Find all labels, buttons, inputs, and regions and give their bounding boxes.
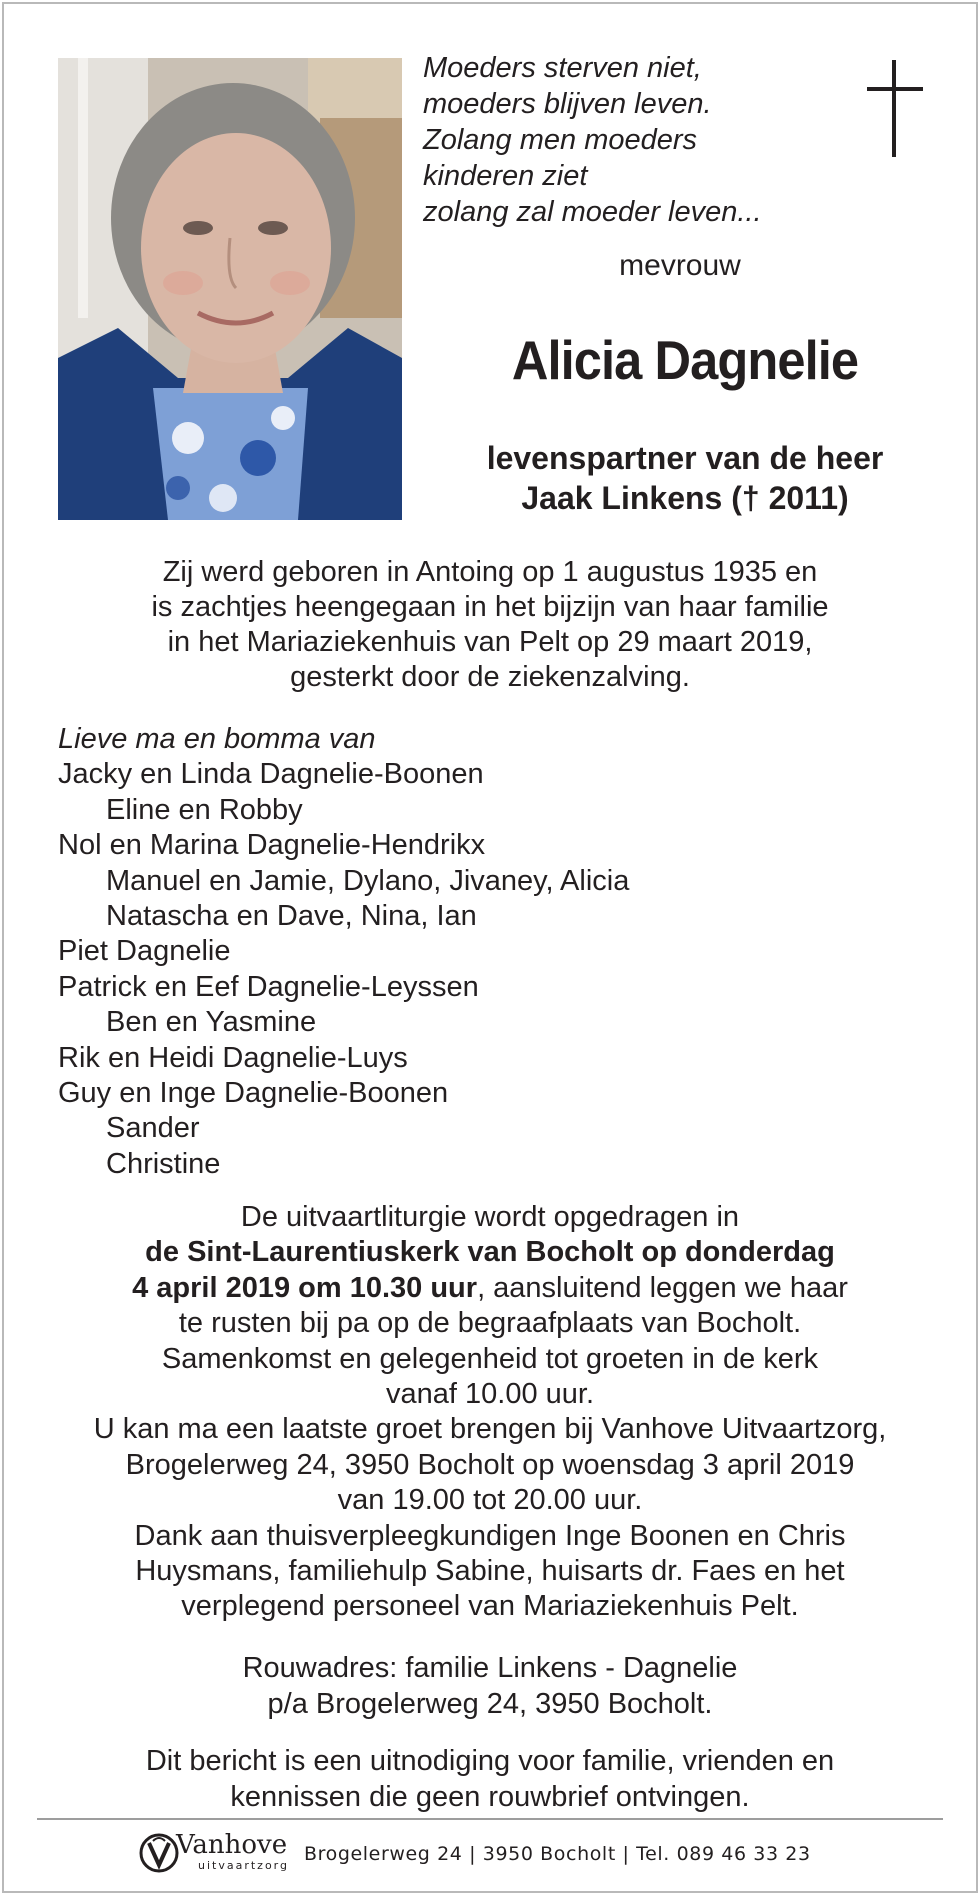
family-member: Patrick en Eef Dagnelie-Leyssen <box>58 970 479 1003</box>
paragraph-line: gesterkt door de ziekenzalving. <box>290 661 690 693</box>
poem-line: Zolang men moeders <box>423 124 698 156</box>
family-member: Jacky en Linda Dagnelie-Boonen <box>58 758 484 791</box>
notice-line: kennissen die geen rouwbrief ontvingen. <box>230 1781 750 1813</box>
family-member: Sander <box>106 1112 200 1145</box>
portrait-photo <box>58 58 402 520</box>
address-line: p/a Brogelerweg 24, 3950 Bocholt. <box>267 1688 713 1720</box>
logo-name: Vanhove <box>176 1830 288 1860</box>
mourning-address <box>40 1650 940 1722</box>
footer-contact: Brogelerweg 24 | 3950 Bocholt | Tel. 089 46 33 23 <box>304 1843 811 1865</box>
poem-line: moeders blijven leven. <box>423 88 712 120</box>
funeral-datetime: 4 april 2019 om 10.30 uur <box>132 1271 478 1304</box>
funeral-line <box>40 1235 940 1270</box>
family-member: Rik en Heidi Dagnelie-Luys <box>58 1041 408 1074</box>
family-member: Christine <box>106 1147 221 1180</box>
family-member: Ben en Yasmine <box>106 1006 317 1039</box>
logo-emblem-icon <box>138 1832 180 1874</box>
funeral-line: U kan ma een laatste groet brengen bij Vanhove Uitvaartzorg, <box>93 1413 887 1446</box>
funeral-line: vanaf 10.00 uur. <box>386 1378 594 1411</box>
funeral-line: Dank aan thuisverpleegkundigen Inge Boonen en Chris <box>134 1519 846 1552</box>
paragraph-line: is zachtjes heengegaan in het bijzijn van haar familie <box>151 591 829 623</box>
funeral-line-continuation: , aansluitend leggen we haar <box>477 1271 848 1304</box>
footer-divider <box>37 1818 943 1820</box>
family-member: Piet Dagnelie <box>58 935 231 968</box>
poem-line: kinderen ziet <box>423 160 588 192</box>
paragraph-line: in het Mariaziekenhuis van Pelt op 29 maart 2019, <box>167 626 813 658</box>
funeral-line: Brogelerweg 24, 3950 Bocholt op woensdag 3 april 2019 <box>125 1448 855 1481</box>
family-member: Natascha en Dave, Nina, Ian <box>106 900 477 933</box>
family-member: Nol en Marina Dagnelie-Hendrikx <box>58 829 486 862</box>
funeral-line: van 19.00 tot 20.00 uur. <box>337 1484 643 1517</box>
family-list <box>58 722 938 1182</box>
family-member: Manuel en Jamie, Dylano, Jivaney, Alicia <box>106 864 630 897</box>
partner-info <box>420 438 950 518</box>
family-member: Guy en Inge Dagnelie-Boonen <box>58 1077 449 1110</box>
funeral-line: Huysmans, familiehulp Sabine, huisarts dr. Faes en het <box>135 1555 845 1588</box>
family-member: Eline en Robby <box>106 793 303 826</box>
vanhove-logo <box>138 1830 298 1878</box>
logo-subtitle: uitvaartzorg <box>198 1859 289 1872</box>
poem-line: zolang zal moeder leven... <box>423 196 762 228</box>
funeral-line <box>40 1271 940 1306</box>
invitation-notice <box>40 1743 940 1815</box>
funeral-details <box>40 1200 940 1625</box>
address-line: Rouwadres: familie Linkens - Dagnelie <box>242 1652 738 1684</box>
funeral-line: De uitvaartliturgie wordt opgedragen in <box>240 1201 740 1233</box>
cross-icon <box>866 60 924 160</box>
memorial-poem <box>423 50 823 230</box>
partner-line: levenspartner van de heer <box>486 440 884 476</box>
funeral-line: te rusten bij pa op de begraafplaats van Bocholt. <box>178 1307 802 1340</box>
funeral-line: Samenkomst en gelegenheid tot groeten in de kerk <box>161 1342 819 1375</box>
funeral-line: verplegend personeel van Mariaziekenhuis Pelt. <box>181 1590 799 1623</box>
deceased-name: Alicia Dagnelie <box>511 329 859 391</box>
notice-line: Dit bericht is een uitnodiging voor familie, vrienden en <box>145 1745 835 1777</box>
funeral-location: de Sint-Laurentiuskerk van Bocholt op donderdag <box>145 1236 835 1269</box>
paragraph-line: Zij werd geboren in Antoing op 1 augustus 1935 en <box>162 556 818 588</box>
poem-line: Moeders sterven niet, <box>423 52 702 84</box>
partner-line: Jaak Linkens († 2011) <box>521 480 849 516</box>
honorific: mevrouw <box>619 249 741 282</box>
family-intro: Lieve ma en bomma van <box>58 723 376 755</box>
birth-death-paragraph <box>40 555 940 695</box>
